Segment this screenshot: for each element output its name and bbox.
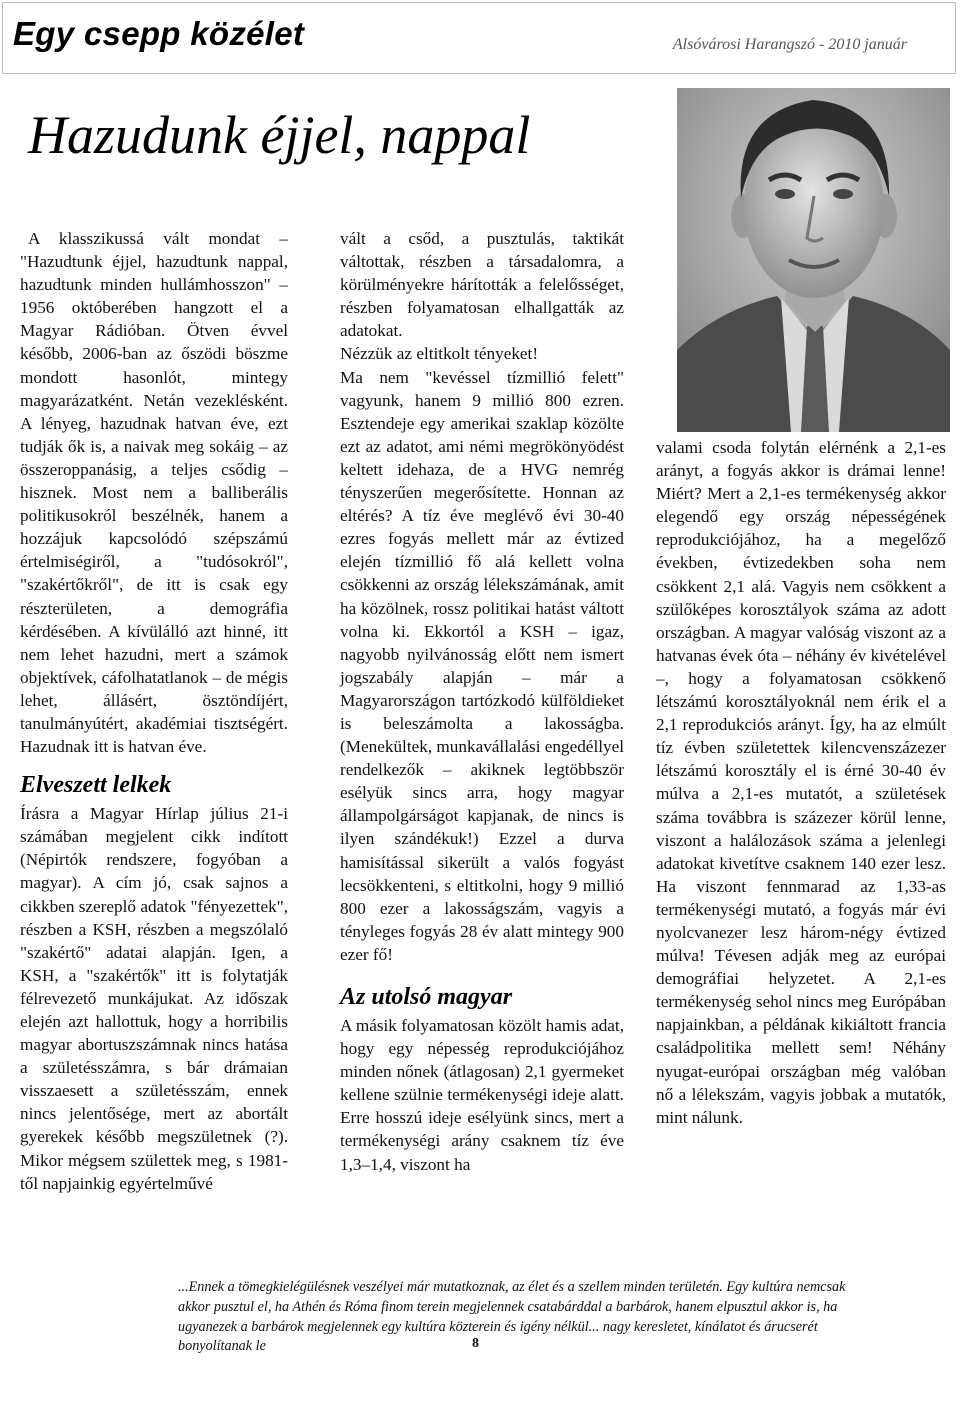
- page-number: 8: [472, 1336, 479, 1351]
- article-column-2: [340, 227, 624, 1176]
- article-paragraph: Ma nem "kevéssel tízmillió felett" vagyunk, hanem 9 millió 800 ezren. Esztendeje egy amerikai szaklap közölte ezt az adatot, ami némi megrökönyödést keltett idehaza, de a HVG nemrég tényszerűen megerősítette. Honnan az eltérés? A tíz éve meglévő évi 30-40 ezres fogyás mellett már az évtized elején tízmillió fő alá kellett volna csökkenni az ország lélekszámának, amit ha közölnek, rossz politikai hatást váltott volna ki. Ekkortól a KSH – igaz, nagyobb nyilvánosság előtt nem ismert jogszabály alapján – már a Magyarországon tartózkodó külföldieket is beleszámolta a lakosságba. (Menekültek, munkavállalási engedéllyel rendelkezők – akiknek legtöbbször esélyük sincs arra, hogy magyar állampolgárságot kapjanak, de nincs is ilyen szándékuk!) Ezzel a durva hamisítással sikerült a valós fogyást lecsökkenteni, s eltitkolni, hogy 9 millió 800 ezer a lakosságszám, vagyis a tényleges fogyás 28 év alatt mintegy 900 ezer fő!: [340, 367, 624, 964]
- issue-info: Alsóvárosi Harangszó - 2010 január: [672, 36, 907, 53]
- article-column-3: [656, 436, 946, 1129]
- subheading: Az utolsó magyar: [340, 984, 513, 1010]
- article-headline: Hazudunk éjjel, nappal: [28, 105, 531, 165]
- article-paragraph: vált a csőd, a pusztulás, taktikát váltottak, részben a társadalomra, a körülményekre hárították a felelősséget, részben folyamatosan elhallgatták az adatokat.: [340, 229, 624, 341]
- article-paragraph: valami csoda folytán elérnénk a 2,1-es arányt, a fogyás akkor is drámai lenne! Miért? Mert a 2,1-es termékenység akkor elegendő egy ország népességének reprodukciójához, ha a megelőző években, évtizedekben soha nem csökkent 2,1 alá. Vagyis nem csökkent a szülőképes korosztályok száma az adott országban. A magyar valóság viszont az a hatvanas évek óta – néhány év kivételével –, hogy a folyamatosan csökkenő létszámú korosztályoknál nem érik el a 2,1 reprodukciós arányt. Így, ha az elmúlt tíz évben születettek kilencvenszázezer létszámú korosztály el is érné 30-40 év múlva a 2,1-es mutatót, a születések száma továbbra is százezer körül lenne, viszont a halálozások száma a jelenlegi adatokat kivetítve csaknem 140 ezer lesz. Ha viszont fennmarad az 1,33-as termékenységi mutató, a fogyás már évi nyolcvanezer lesz három-négy évtized múlva! Tévesen adják meg az európai demográfiai helyzetet. A 2,1-es termékenység sehol nincs meg Európában napjainkban, a példának kikiáltott francia családpolitika mellett sem! Néhány nyugat-európai országban még valóban nő a lélekszám, vagyis jobbak a mutatók, mint nálunk.: [656, 438, 946, 1127]
- closing-quote: ...Ennek a tömegkielégülésnek veszélyei már mutatkoznak, az élet és a szellem minden területén. Egy kultúra nemcsak akkor pusztul el, ha Athén és Róma finom terein megjelennek csatabárddal a barbárok, hanem elpusztul akkor is, ha ugyanezek a barbárok megjelennek egy kultúra közterein és igény nélkül... nagy keresletet, kínálatot és árucserét bonyolítanak le: [178, 1279, 846, 1355]
- subheading: Elveszett lelkek: [20, 772, 172, 799]
- article-paragraph: Írásra a Magyar Hírlap július 21-i számában megjelent cikk indított (Népirtók rendszere, fogyóban a magyar). A cím jó, csak sajnos a cikkben szereplő adatok "fényezettek", részben a KSH, részben a megszólaló "szakértő" adatai alapján. Igen, a KSH, a "szakértők" itt is folytatják félrevezető munkájukat. Az időszak elején azt hallottuk, hogy a horribilis magyar abortuszszámnak nincs hatása a születésszámra, s bár drámaian visszaesett a születésszám, ennek nincs jelentősége, mert az abortált gyerekek később megszületnek (?). Mikor mégsem születtek meg, s 1981-től napjainkig egyértelművé: [20, 804, 288, 1193]
- article-paragraph: Nézzük az eltitkolt tényeket!: [340, 344, 539, 364]
- article-column-1: [20, 227, 288, 1195]
- article-paragraph: A másik folyamatosan közölt hamis adat, hogy egy népesség reprodukciójához minden nőnek (átlagosan) 2,1 gyermeket kellene szülnie termékenységi ideje alatt. Erre hosszú ideje esélyünk sincs, mert a termékenységi arány csaknem tíz éve 1,3–1,4, viszont ha: [340, 1016, 624, 1174]
- portrait-photo-icon: [677, 88, 950, 432]
- portrait-photo: [677, 88, 950, 432]
- masthead: [2, 2, 956, 74]
- section-title: Egy csepp közélet: [13, 15, 305, 52]
- article-paragraph: A klasszikussá vált mondat – "Hazudtunk éjjel, hazudtunk nappal, hazudtunk minden hullámhosszon" – 1956 októberében hangzott el a Magyar Rádióban. Ötven évvel később, 2006-ban az őszödi böszme mondott hasonlót, mintegy magyarázatként. Netán vezeklésként. A lényeg, hazudnak hatvan éve, ezt tudják ők is, a naivak meg sokáig – az összeroppanásig, a teljes csődig – hisznek. Most nem a balliberális politikusokról beszélnék, hanem a hozzájuk kapcsolódó szépszámú értelmiségiről, a "tudósokról", "szakértőkről", de itt is csak egy részterületen, a demográfia kérdésében. A kívülálló azt hinné, itt nem lehet hazudni, mert a számok objektívek, cáfolhatatlanok – de mégis lehet, állásért, ösztöndíjért, tanulmányútért, akadémiai tisztségért. Hazudnak itt is hatvan éve.: [20, 229, 288, 757]
